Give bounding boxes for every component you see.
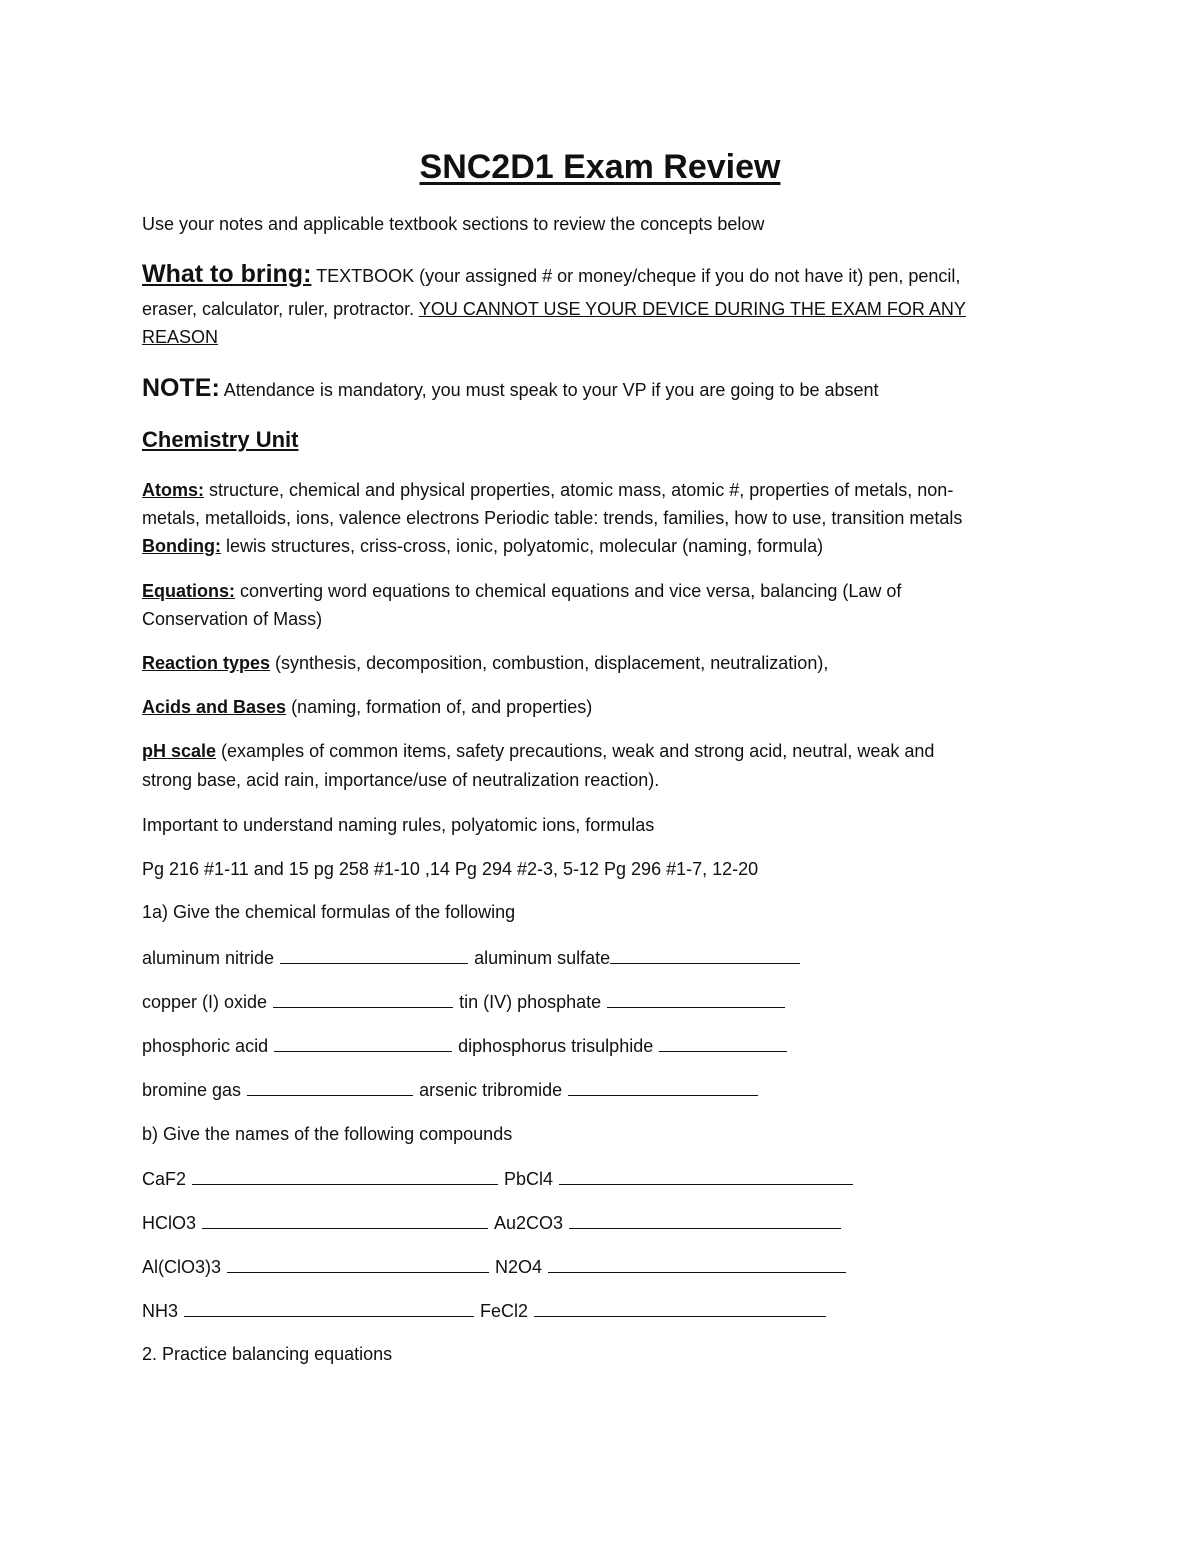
answer-blank[interactable] [534, 1298, 826, 1317]
equations-text-2: Conservation of Mass) [142, 609, 323, 629]
chemistry-unit-heading: Chemistry Unit [142, 427, 299, 452]
note-heading: NOTE: [142, 374, 220, 402]
q1b-row [142, 1210, 847, 1235]
answer-blank[interactable] [548, 1254, 846, 1273]
answer-blank[interactable] [202, 1210, 488, 1229]
what-to-bring-line-1 [142, 262, 960, 288]
answer-blank[interactable] [274, 1033, 452, 1052]
q1b-item-label: NH3 [142, 1301, 179, 1321]
acids-bases-text: (naming, formation of, and properties) [286, 697, 593, 717]
important-note: Important to understand naming rules, polyatomic ions, formulas [142, 815, 655, 835]
ph-scale-text-1: (examples of common items, safety precautions, weak and strong acid, neutral, weak and [216, 741, 935, 761]
ph-scale-text-2: strong base, acid rain, importance/use of neutralization reaction). [142, 770, 660, 790]
ph-scale-line-1 [142, 739, 934, 763]
q1a-prompt: 1a) Give the chemical formulas of the following [142, 902, 516, 922]
q1a-item-label: diphosphorus trisulphide [458, 1036, 654, 1056]
answer-blank[interactable] [610, 945, 800, 964]
what-to-bring-heading: What to bring: [142, 260, 312, 288]
answer-blank[interactable] [659, 1033, 787, 1052]
equations-line-2 [142, 607, 322, 631]
answer-blank[interactable] [273, 989, 453, 1008]
q1b-item-label: HClO3 [142, 1213, 197, 1233]
what-to-bring-text-1: TEXTBOOK (your assigned # or money/cheque if you do not have it) pen, pencil, [311, 266, 961, 286]
equations-label: Equations: [142, 581, 235, 601]
bonding-line [142, 534, 823, 558]
atoms-text-2: metals, metalloids, ions, valence electrons Periodic table: trends, families, how to use, transition metals [142, 508, 963, 528]
answer-blank[interactable] [607, 989, 785, 1008]
answer-blank[interactable] [192, 1166, 498, 1185]
note-line [142, 376, 879, 402]
q1a-item-label: bromine gas [142, 1080, 242, 1100]
acids-bases-line [142, 695, 592, 719]
answer-blank[interactable] [227, 1254, 489, 1273]
ph-scale-line-2 [142, 768, 659, 792]
device-warning-text: YOU CANNOT USE YOUR DEVICE DURING THE EXAM FOR ANY [418, 299, 966, 319]
q1a-row [142, 989, 791, 1014]
textbook-pages: Pg 216 #1-11 and 15 pg 258 #1-10 ,14 Pg 294 #2-3, 5-12 Pg 296 #1-7, 12-20 [142, 859, 759, 879]
bonding-text: lewis structures, criss-cross, ionic, polyatomic, molecular (naming, formula) [220, 536, 824, 556]
atoms-text-1: structure, chemical and physical properties, atomic mass, atomic #, properties of metals, non- [204, 480, 954, 500]
what-to-bring-line-2 [142, 297, 966, 321]
q1a-item-label: aluminum sulfate [474, 948, 611, 968]
reaction-types-text: (synthesis, decomposition, combustion, displacement, neutralization), [270, 653, 829, 673]
equations-text-1: converting word equations to chemical equations and vice versa, balancing (Law of [235, 581, 902, 601]
q1a-row [142, 945, 806, 970]
answer-blank[interactable] [247, 1077, 413, 1096]
what-to-bring-line-3 [142, 325, 218, 349]
q1b-item-label: PbCl4 [504, 1169, 554, 1189]
device-warning-text-end: REASON [142, 327, 219, 347]
q1b-row [142, 1254, 852, 1279]
answer-blank[interactable] [184, 1298, 474, 1317]
q1b-item-label: FeCl2 [480, 1301, 529, 1321]
q1b-item-label: Au2CO3 [494, 1213, 564, 1233]
q1a-item-label: arsenic tribromide [419, 1080, 563, 1100]
note-text: Attendance is mandatory, you must speak to your VP if you are going to be absent [219, 380, 879, 400]
ph-scale-label: pH scale [142, 741, 217, 761]
what-to-bring-text-2: eraser, calculator, ruler, protractor. [142, 299, 419, 319]
answer-blank[interactable] [559, 1166, 853, 1185]
q1b-item-label: N2O4 [495, 1257, 543, 1277]
document-title: SNC2D1 Exam Review [419, 148, 781, 186]
answer-blank[interactable] [569, 1210, 841, 1229]
atoms-line-2 [142, 506, 962, 530]
intro-text: Use your notes and applicable textbook sections to review the concepts below [142, 214, 765, 234]
q1a-item-label: tin (IV) phosphate [459, 992, 602, 1012]
q2-prompt: 2. Practice balancing equations [142, 1344, 393, 1364]
q1b-prompt: b) Give the names of the following compounds [142, 1124, 513, 1144]
atoms-label: Atoms: [142, 480, 204, 500]
reaction-types-line [142, 651, 828, 675]
q1a-item-label: copper (I) oxide [142, 992, 268, 1012]
q1b-row [142, 1298, 832, 1323]
equations-line-1 [142, 579, 901, 603]
reaction-types-label: Reaction types [142, 653, 271, 673]
atoms-line-1 [142, 478, 953, 502]
q1b-item-label: Al(ClO3)3 [142, 1257, 222, 1277]
answer-blank[interactable] [568, 1077, 758, 1096]
q1a-item-label: aluminum nitride [142, 948, 275, 968]
q1a-row [142, 1077, 764, 1102]
q1a-item-label: phosphoric acid [142, 1036, 269, 1056]
q1b-item-label: CaF2 [142, 1169, 187, 1189]
q1a-row [142, 1033, 793, 1058]
acids-bases-label: Acids and Bases [142, 697, 287, 717]
bonding-label: Bonding: [142, 536, 221, 556]
answer-blank[interactable] [280, 945, 468, 964]
q1b-row [142, 1166, 859, 1191]
chemistry-unit-line [142, 428, 298, 453]
